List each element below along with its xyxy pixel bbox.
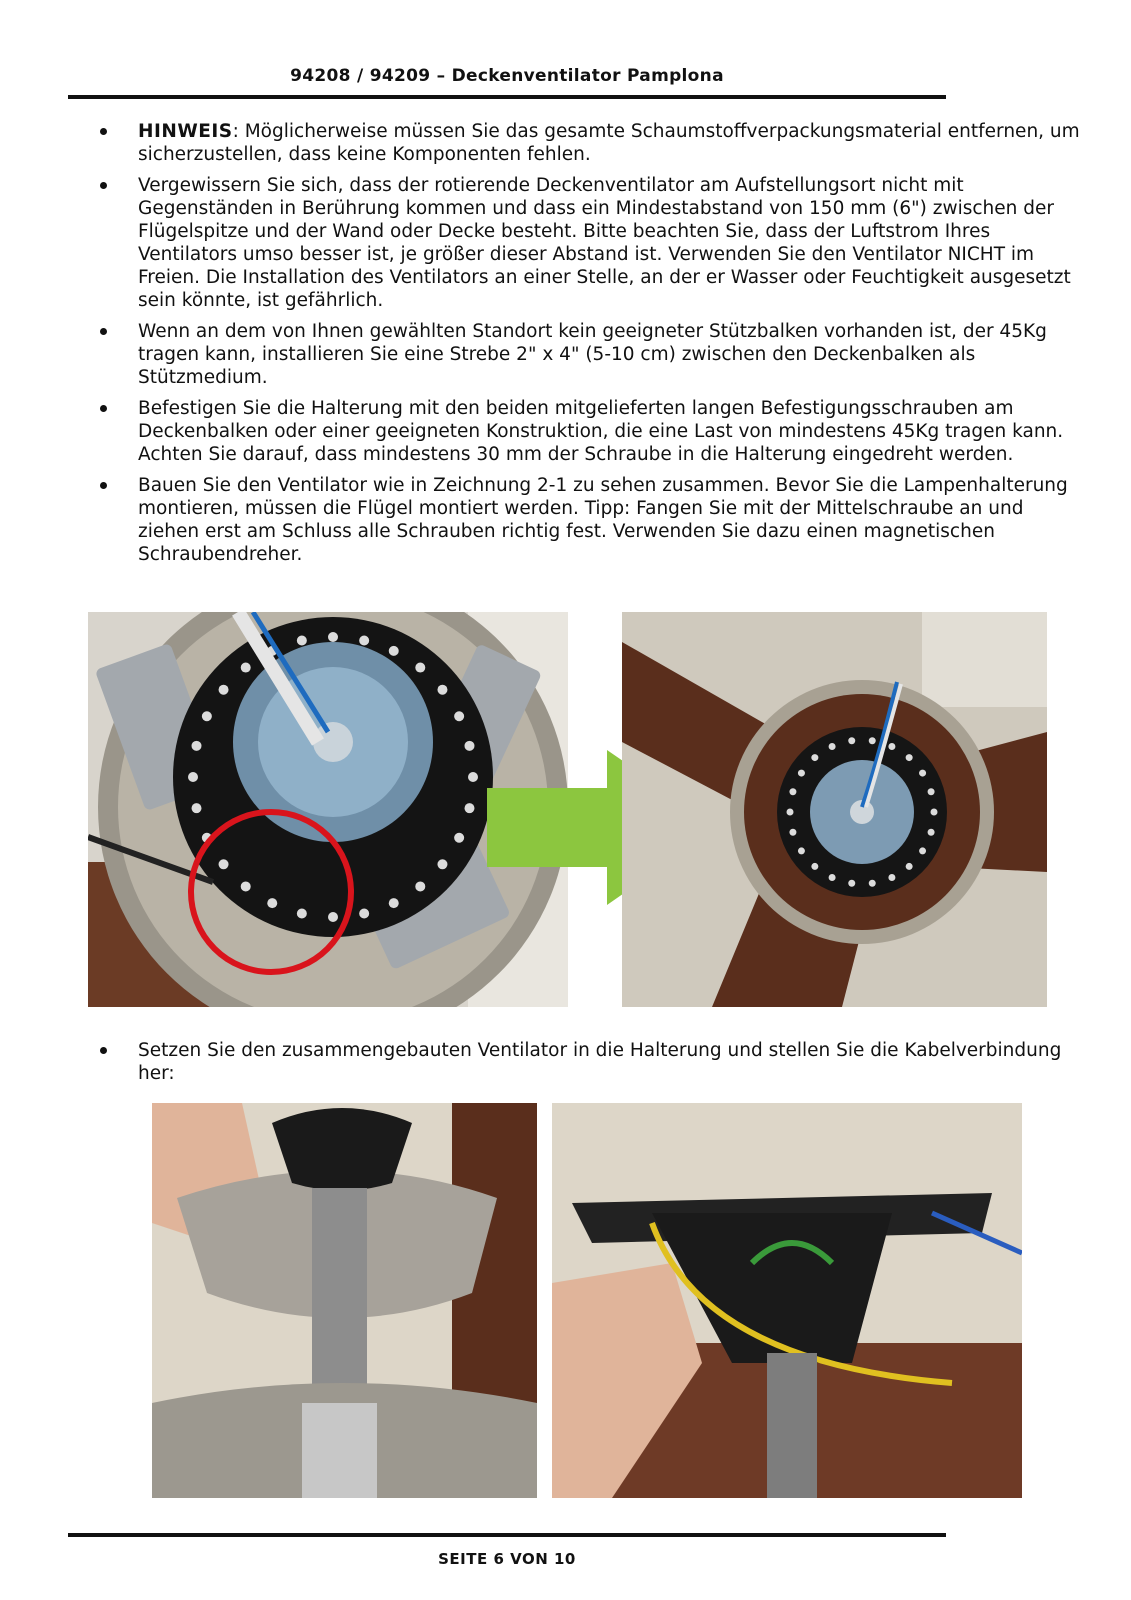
list-item-text: Bauen Sie den Ventilator wie in Zeichnung 2-1 zu sehen zusammen. Bevor Sie die Lampenhalterung montieren, müssen die Flügel montiert werden. Tipp: Fangen Sie mit der Mittelschraube an und ziehen erst am Schluss alle Schrauben richtig fest. Verwenden Sie dazu einen magnetischen Schraubendreher. bbox=[138, 475, 1068, 565]
instruction-list bbox=[100, 120, 1080, 574]
page-number: SEITE 6 VON 10 bbox=[438, 1550, 576, 1568]
list-item-text: Wenn an dem von Ihnen gewählten Standort kein geeigneter Stützbalken vorhanden ist, der 45Kg tragen kann, installieren Sie eine Strebe 2" x 4" (5-10 cm) zwischen den Deckenbalken als Stützmedium. bbox=[138, 321, 1047, 388]
list-item-text: Vergewissern Sie sich, dass der rotierende Deckenventilator am Aufstellungsort nicht mit Gegenständen in Berührung kommen und dass ein Mindestabstand von 150 mm (6") zwischen der Flügelspitze und der Wand oder Decke besteht. Bitte beachten Sie, dass der Luftstrom Ihres Ventilators umso besser ist, je größer dieser Abstand ist. Verwenden Sie den Ventilator NICHT im Freien. Die Installation des Ventilators an einer Stelle, an der er Wasser oder Feuchtigkeit ausgesetzt sein könnte, ist gefährlich. bbox=[138, 175, 1071, 311]
list-item-text: Befestigen Sie die Halterung mit den beiden mitgelieferten langen Befestigungsschrauben am Deckenbalken oder einer geeigneten Konstruktion, die eine Last von mindestens 45Kg tragen kann. Achten Sie darauf, dass mindestens 30 mm der Schraube in die Halterung eingedreht werden. bbox=[138, 398, 1064, 465]
photo-canopy-downrod bbox=[152, 1103, 537, 1498]
note-label: HINWEIS bbox=[138, 121, 233, 142]
instruction-list bbox=[100, 1039, 1080, 1093]
list-item-text: : Möglicherweise müssen Sie das gesamte Schaumstoffverpackungsmaterial entfernen, um sicherzustellen, dass keine Komponenten fehlen. bbox=[138, 121, 1080, 165]
list-item bbox=[100, 174, 1080, 312]
list-item bbox=[100, 320, 1080, 389]
list-item-text: Setzen Sie den zusammengebauten Ventilator in die Halterung und stellen Sie die Kabelverbindung her: bbox=[138, 1040, 1062, 1084]
footer-rule bbox=[68, 1533, 946, 1537]
list-item bbox=[100, 474, 1080, 566]
list-item bbox=[100, 120, 1080, 166]
page-header-title: 94208 / 94209 – Deckenventilator Pamplona bbox=[290, 66, 724, 86]
list-item bbox=[100, 1039, 1080, 1085]
header-rule bbox=[68, 95, 946, 99]
list-item bbox=[100, 397, 1080, 466]
photo-assembled-fan bbox=[622, 612, 1047, 1007]
photo-wire-connection bbox=[552, 1103, 1022, 1498]
